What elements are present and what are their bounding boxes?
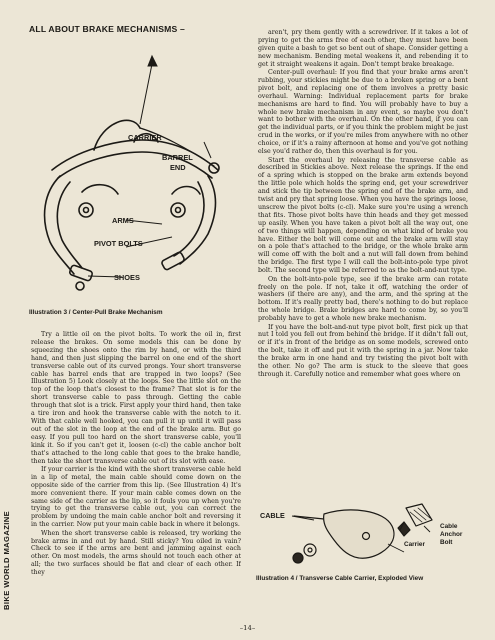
left-pivot-bolt <box>79 203 93 217</box>
label-cable-anchor-bolt-line2: Anchor <box>440 531 463 538</box>
right-brake-shoe <box>161 251 185 270</box>
carrier-plate <box>324 510 394 558</box>
illustration-center-pull-brake <box>22 42 237 312</box>
label-end: END <box>170 163 186 172</box>
label-cable: CABLE <box>260 511 285 520</box>
page-number: –14– <box>239 624 256 632</box>
left-text-column <box>31 331 241 636</box>
illustration-4-caption: Illustration 4 / Transverse Cable Carrier, Exploded View <box>256 575 424 582</box>
label-arms: ARMS <box>112 216 134 225</box>
nut <box>293 553 303 563</box>
washer <box>304 544 316 556</box>
section-title: ALL ABOUT BRAKE MECHANISMS – <box>29 24 185 34</box>
right-paragraph-2: Center-pull overhaul: If you find that your brake arms aren't rubbing, your stickies might be due to a broken spring or a bent pivot bolt, and replacing one of them involves a pretty basic overhaul. Warning: Individual replacement parts for brake mechanisms are hard to find. You will probably have to buy a whole new brake mechanism in any event, so maybe you don't want to bother with the overhaul. On the other hand, if you can get the individual parts, or if you think the problem might be just crud in the works, or if you're miles from anywhere with no other choice, or if it's a rainy afternoon at home and you've got nothing else you'd rather do, then this overhaul is for you. <box>258 69 468 156</box>
label-cable-anchor-bolt-line1: Cable <box>440 523 458 530</box>
right-paragraph-5: If you have the bolt-and-nut type pivot bolt, first pick up that nut I told you fell out from behind the bridge. If it didn't fall out, or if it's in front of the bridge as on some models, screwed onto the bolt, take it off and put it with the spring in a jar. Now take the brake arm in one hand and try twisting the pivot bolt with the other. No go? The arm is stuck to the sleeve that goes through it. Carefully notice and remember what goes where on <box>258 323 468 378</box>
label-pivot-bolts: PIVOT BOLTS <box>94 239 143 248</box>
right-pivot-bolt <box>171 203 185 217</box>
label-carrier-4: Carrier <box>404 541 425 548</box>
label-carrier: CARRIER <box>128 133 162 142</box>
left-paragraph-2: If your carrier is the kind with the short transverse cable held in a lip of metal, the main cable should come down on the opposite side of the carrier from this lip. (See Illustration 4) It's more convenient there. If your main cable comes down on the same side of the carrier as the lip, so it fouls you up when you're trying to get the transverse cable out, you can correct the problem by undoing the main cable anchor bolt and reversing it in the carrier. Now put your main cable back in where it belongs. <box>31 465 241 529</box>
illustration-cable-carrier-exploded <box>254 500 474 575</box>
right-text-column <box>258 29 468 499</box>
left-paragraph-3: When the short transverse cable is released, try working the brake arms in and out by hand. Still sticky? You oiled in vain? Check to see if the arms are bent and jamming against each other. On most models, the arms should not touch each other at all; the two surfaces should be flat and clear of each other. If they <box>31 529 241 577</box>
label-barrel: BARREL <box>162 153 193 162</box>
cable-anchor-bolt <box>406 504 432 526</box>
right-paragraph-1: aren't, pry them gently with a screwdriver. If it takes a lot of prying to get the arms free of each other, they must have been given quite a bash to get so bent out of shape. Consider getting a new mechanism. Bending metal weakens it, and rebending it to get it straight weakens it again. Don't tempt brake breakage. <box>258 29 468 68</box>
right-paragraph-4: On the bolt-into-pole type, see if the brake arm can rotate freely on the pole. If not, take it off, watching the order of washers (if there are any), and the arm, and the spring at the bottom. If it's really pretty bad, there's nothing to do but replace the whole bridge. Brake bridges are hard to come by, so you'll probably have to get a whole new brake mechanism. <box>258 275 468 323</box>
left-brake-arm <box>45 176 74 274</box>
label-cable-anchor-bolt-line3: Bolt <box>440 539 453 546</box>
illustration-3-caption: Illustration 3 / Center-Pull Brake Mechanism <box>29 309 163 316</box>
label-shoes: SHOES <box>114 273 140 282</box>
right-paragraph-3: Start the overhaul by releasing the transverse cable as described in Stickies above. Next release the springs. If the end of a spring which is stopped on the brake arm extends beyond the little pole which holds the spring end, get your screwdriver and stick the tip between the spring end of the brake arm, and twist and pry that spring loose. When you have the springs loose, unscrew the pivot bolts (c-cl). Make sure you're using a wrench that fits. Those pivot bolts have thin heads and they get messed up easily. When you have taken a pivot bolt all the way out, one of two things will happen, depending on what kind of brake you have. Either the bolt will come out and the brake arm will stay on a pole that's attached to the bridge, or the whole brake arm will come off with the bolt and a nut will fall down from behind the bridge. The first type I will call the bolt-into-pole type pivot bolt. The second type will be referred to as the bolt-and-nut type. <box>258 156 468 275</box>
magazine-name-sidebar: BIKE WORLD MAGAZINE <box>2 510 11 610</box>
left-paragraph-1: Try a little oil on the pivot bolts. To work the oil in, first release the brakes. On some models this can be done by squeezing the shoes onto the rim by hand, or with the third hand, and then just slipping the barrel on one end of the short transverse cable out of its curved prongs. Your short transverse cable has barrel ends that are trapped in two loops? (See Illustration 5) Look closely at the loops. See the little slot on the top of the loop that's closest to the frame? That slot is for the short transverse cable to pass through. Getting the cable through that slot is a trick. First apply your third hand, then take a tire iron and hook the transverse cable with the notch to it. With that cable well hooked, you can pull it up until it will pass out of the slot in the loop at the end of the brake arm. But go easy. If you pull too hard on the short transverse cable, you'll kink it. So if you can't get it, loosen (c-cl) the cable anchor bolt that's attached to the long cable that goes to the brake handle, then take the short transverse cable out of its slot with ease. <box>31 331 241 465</box>
right-brake-arm <box>180 176 216 264</box>
